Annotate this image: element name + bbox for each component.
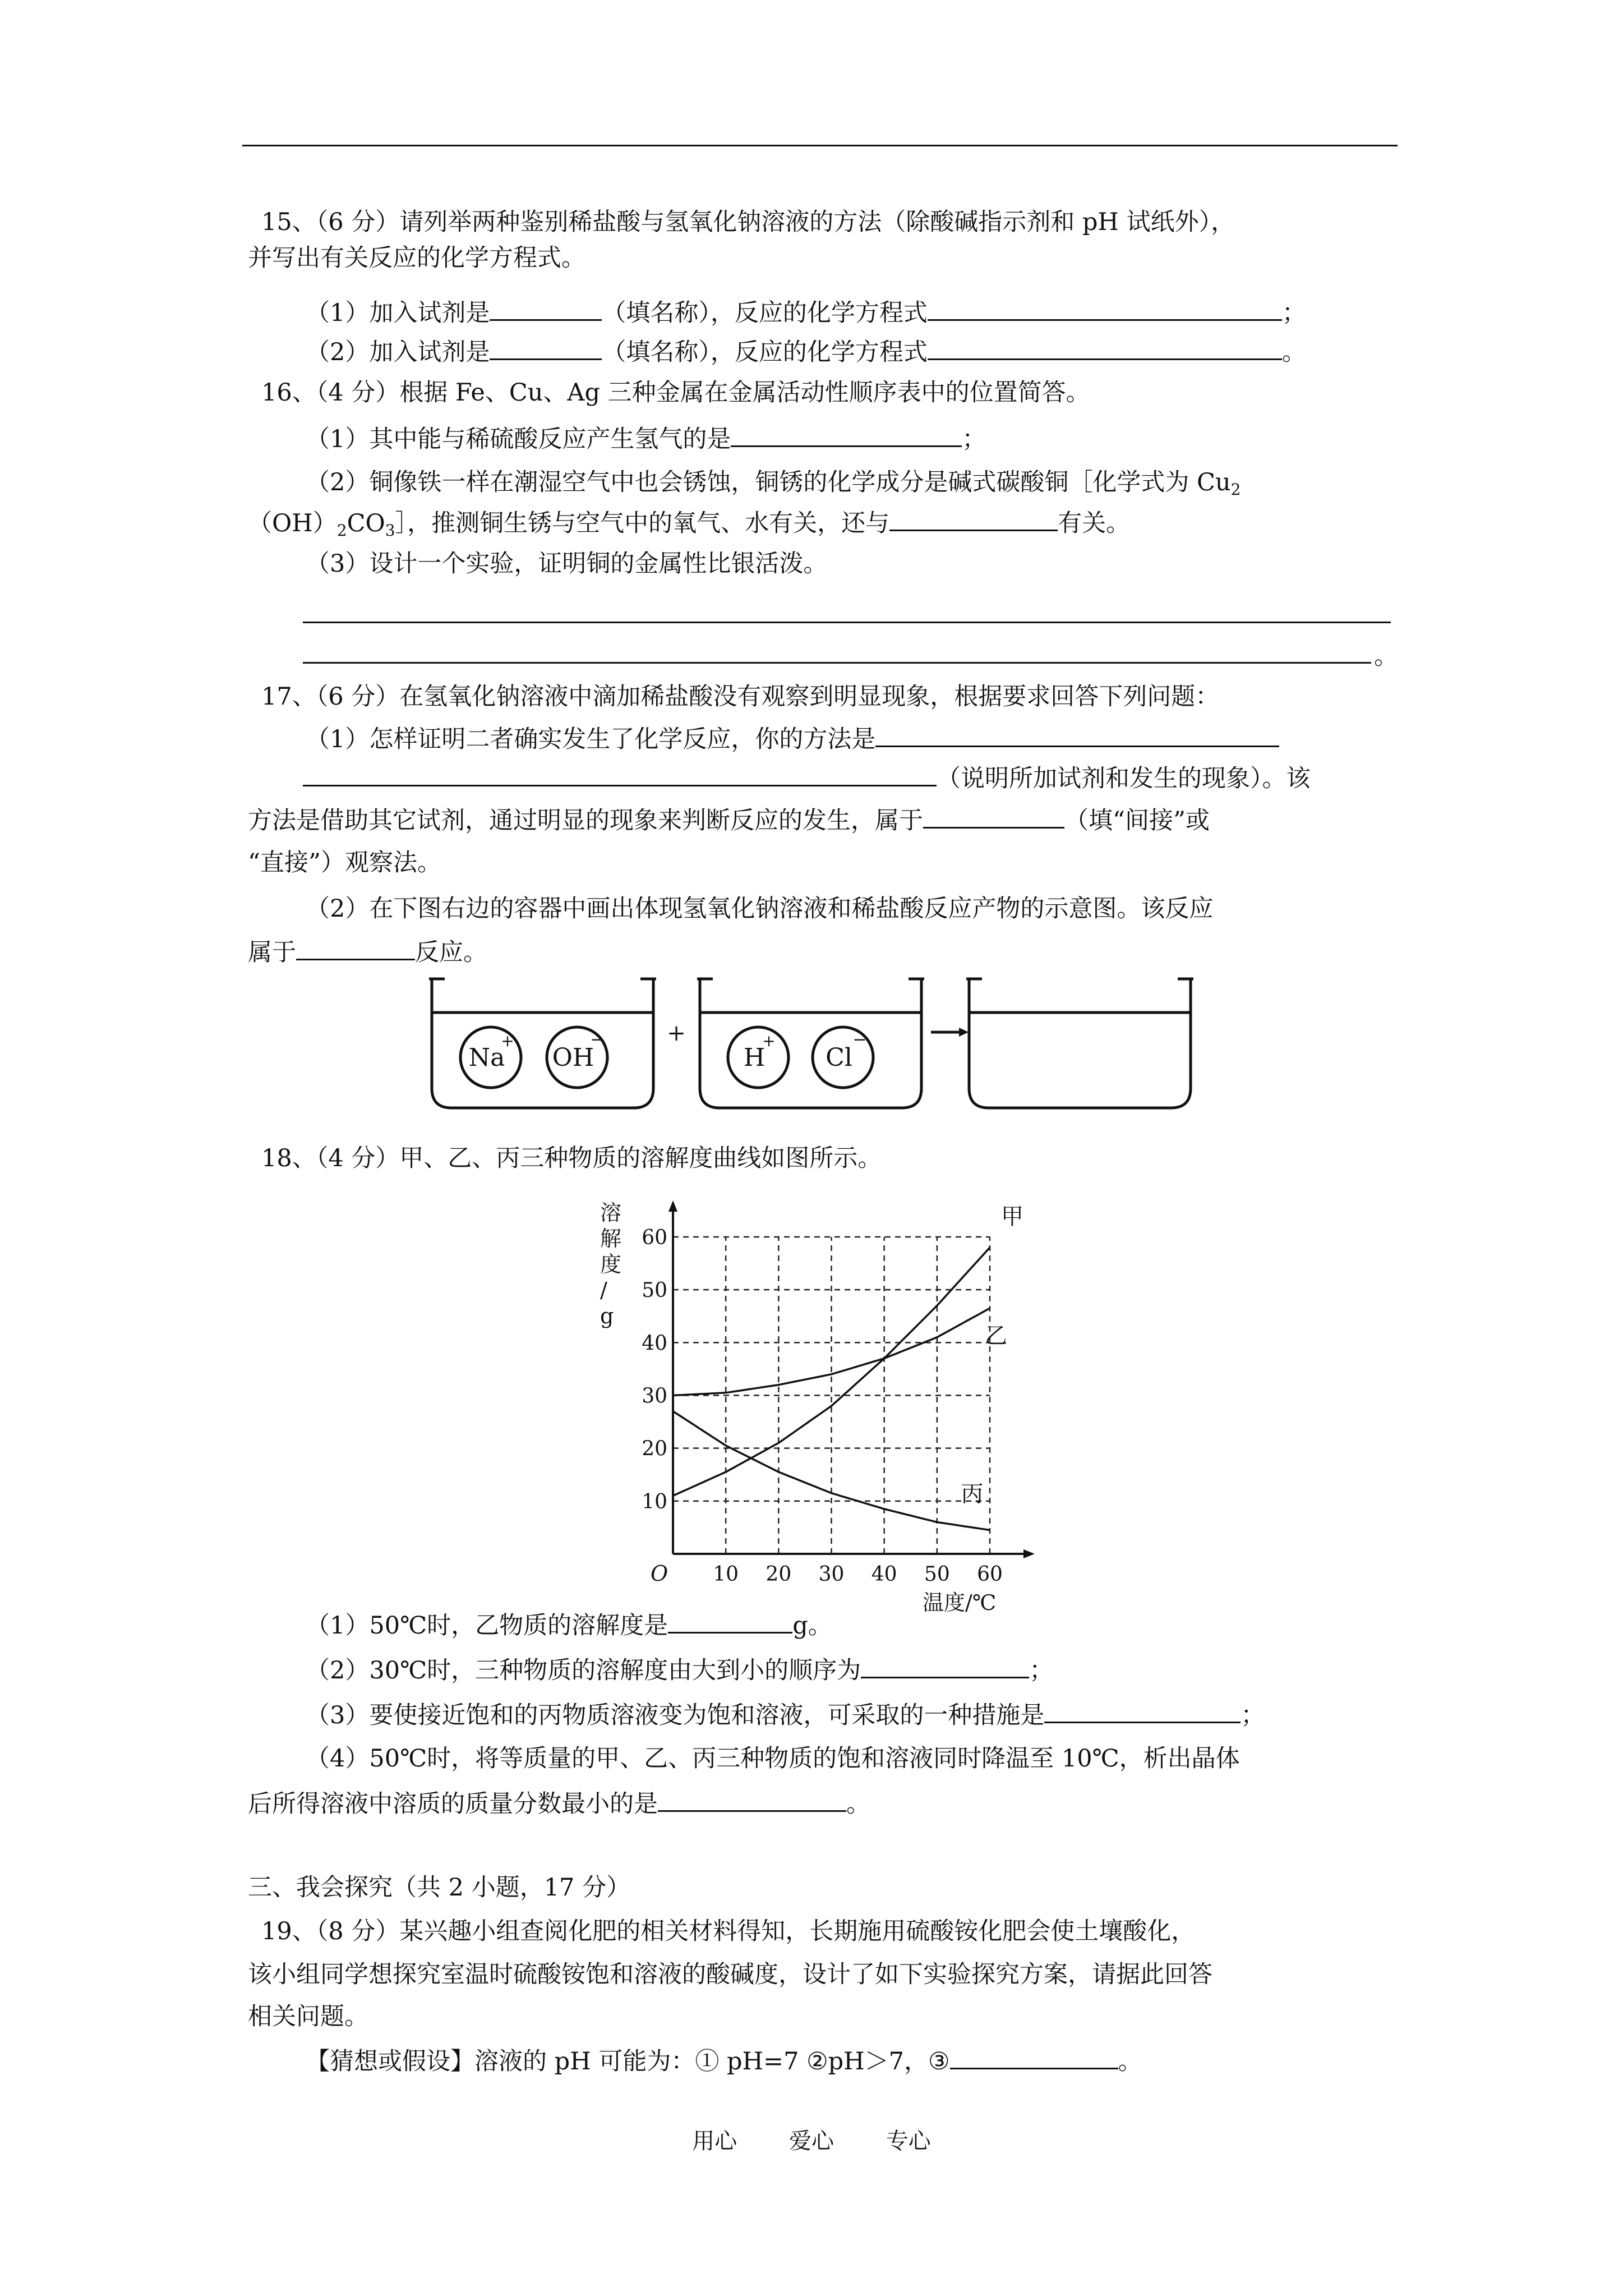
answer-blank[interactable]	[889, 505, 1058, 531]
y-axis-label-char: g	[600, 1304, 614, 1328]
q18-item3: （3）要使接近饱和的丙物质溶液变为饱和溶液，可采取的一种措施是 ；	[306, 1697, 1265, 1732]
arrow-head-icon	[959, 1028, 969, 1037]
answer-blank[interactable]	[923, 802, 1064, 829]
footer-text: 爱心	[789, 2128, 834, 2154]
answer-blank[interactable]	[490, 334, 602, 360]
ion-na-label: Na	[468, 1043, 505, 1072]
x-tick-label: 50	[924, 1563, 950, 1586]
q18-item4-line2: 后所得溶液中溶质的质量分数最小的是 。	[248, 1786, 870, 1821]
section3-heading: 三、我会探究（共 2 小题，17 分）	[248, 1874, 631, 1902]
q15-stem-line1: 15、（6 分）请列举两种鉴别稀盐酸与氢氧化钠溶液的方法（除酸碱指示剂和 pH 试纸外），	[261, 208, 1235, 236]
beaker-reaction-diagram	[429, 973, 1197, 1114]
footer-text: 用心	[692, 2128, 737, 2154]
q17-item1-line1: （1）怎样证明二者确实发生了化学反应，你的方法是	[306, 721, 1279, 756]
answer-blank[interactable]	[658, 1786, 846, 1812]
q16-item2-line1: （2）铜像铁一样在潮湿空气中也会锈蚀，铜锈的化学成分是碱式碳酸铜［化学式为 $Cu_2$	[306, 468, 1241, 499]
x-tick-label: 10	[713, 1563, 739, 1586]
y-axis-label-char: 解	[600, 1226, 622, 1251]
answer-blank[interactable]	[950, 2043, 1118, 2069]
x-axis-arrow-icon	[1023, 1549, 1035, 1558]
y-tick-label: 10	[642, 1490, 667, 1513]
ion-na-charge: +	[501, 1032, 514, 1050]
q17-item2-line2: 属于 反应。	[248, 934, 487, 969]
answer-blank[interactable]	[928, 295, 1282, 321]
q16-stem: 16、（4 分）根据 Fe、Cu、Ag 三种金属在金属活动性顺序表中的位置简答。	[261, 379, 1090, 407]
answer-line[interactable]	[303, 622, 1391, 623]
x-tick-label: 60	[977, 1563, 1003, 1586]
ion-cl-label: Cl	[826, 1043, 852, 1072]
q16-item3: （3）设计一个实验，证明铜的金属性比银活泼。	[306, 550, 828, 578]
answer-blank[interactable]	[928, 334, 1282, 360]
answer-line[interactable]	[303, 662, 1371, 664]
answer-blank[interactable]	[296, 934, 415, 960]
y-tick-label: 40	[642, 1332, 667, 1355]
q17-item1-line3: 方法是借助其它试剂，通过明显的现象来判断反应的发生，属于 （填“间接”或	[248, 802, 1210, 838]
x-axis-label: 温度/℃	[923, 1590, 997, 1615]
chart-grid	[673, 1237, 990, 1554]
y-axis-label-char: /	[600, 1278, 607, 1303]
q17-stem: 17、（6 分）在氢氧化钠溶液中滴加稀盐酸没有观察到明显现象，根据要求回答下列问题：	[261, 683, 1220, 711]
q19-line1: 19、（8 分）某兴趣小组查阅化肥的相关材料得知，长期施用硫酸铵化肥会使土壤酸化，	[261, 1917, 1196, 1945]
q19-line3: 相关问题。	[248, 2003, 368, 2031]
answer-blank[interactable]	[668, 1607, 792, 1634]
beaker-2	[700, 979, 921, 1108]
x-tick-label: 40	[871, 1563, 897, 1586]
ion-h-charge: +	[762, 1032, 776, 1050]
q15-stem-line2: 并写出有关反应的化学方程式。	[248, 244, 585, 272]
q17-item1-line4: “直接”）观察法。	[248, 849, 441, 877]
q19-line4: 【猜想或假设】溶液的 pH 可能为：① pH=7 ②pH＞7，③ 。	[306, 2043, 1142, 2078]
x-tick-label: 30	[818, 1563, 845, 1586]
answer-blank[interactable]	[731, 421, 962, 447]
ion-h-label: H	[743, 1043, 766, 1072]
series-label: 乙	[985, 1323, 1008, 1349]
y-tick-label: 30	[642, 1384, 667, 1408]
q18-item2: （2）30℃时，三种物质的溶解度由大到小的顺序为 ；	[306, 1652, 1053, 1687]
q19-line2: 该小组同学想探究室温时硫酸铵饱和溶液的酸碱度，设计了如下实验探究方案，请据此回答	[248, 1961, 1212, 1989]
ion-oh-charge: −	[590, 1030, 605, 1050]
answer-blank[interactable]	[303, 760, 937, 786]
q16-item3-end: 。	[1374, 642, 1398, 670]
series-label: 甲	[1001, 1203, 1023, 1230]
y-axis-label-char: 溶	[600, 1200, 622, 1225]
q16-item1: （1）其中能与稀硫酸反应产生氢气的是 ；	[306, 421, 986, 456]
y-tick-label: 60	[642, 1226, 667, 1249]
q18-item4-line1: （4）50℃时，将等质量的甲、乙、丙三种物质的饱和溶液同时降温至 10℃，析出晶体	[306, 1745, 1240, 1773]
y-tick-label: 20	[642, 1437, 667, 1461]
y-tick-label: 50	[642, 1279, 667, 1303]
ion-cl-charge: −	[852, 1030, 867, 1050]
x-tick-label: 20	[766, 1563, 792, 1586]
q15-item2: （2）加入试剂是 （填名称），反应的化学方程式 。	[306, 334, 1306, 369]
q18-item1: （1）50℃时，乙物质的溶解度是 g。	[306, 1607, 832, 1642]
origin-label: O	[651, 1561, 668, 1586]
beaker-3	[969, 979, 1191, 1108]
plus-sign: +	[667, 1020, 686, 1046]
answer-blank[interactable]	[861, 1652, 1029, 1678]
answer-blank[interactable]	[1044, 1697, 1241, 1723]
q18-stem: 18、（4 分）甲、乙、丙三种物质的溶解度曲线如图所示。	[261, 1144, 882, 1172]
page-footer	[0, 2123, 1623, 2155]
answer-blank[interactable]	[490, 295, 602, 321]
answer-blank[interactable]	[875, 721, 1279, 747]
ion-oh-label: OH	[552, 1043, 594, 1072]
q15-item1: （1）加入试剂是 （填名称），反应的化学方程式 ；	[306, 295, 1306, 330]
y-axis-label-char: 度	[600, 1252, 622, 1277]
series-label: 丙	[961, 1481, 984, 1507]
solubility-chart	[597, 1195, 1046, 1615]
q16-item2-line2: $(OH)_2CO_3]$，推测铜生锈与空气中的氧气、水有关，还与 有关。	[248, 505, 1130, 547]
q17-item1-line2: （说明所加试剂和发生的现象）。该	[303, 760, 1311, 795]
footer-text: 专心	[886, 2128, 931, 2154]
header-rule	[242, 145, 1398, 146]
q17-item2-line1: （2）在下图右边的容器中画出体现氢氧化钠溶液和稀盐酸反应产物的示意图。该反应	[306, 895, 1214, 923]
y-axis-arrow-icon	[668, 1200, 677, 1212]
